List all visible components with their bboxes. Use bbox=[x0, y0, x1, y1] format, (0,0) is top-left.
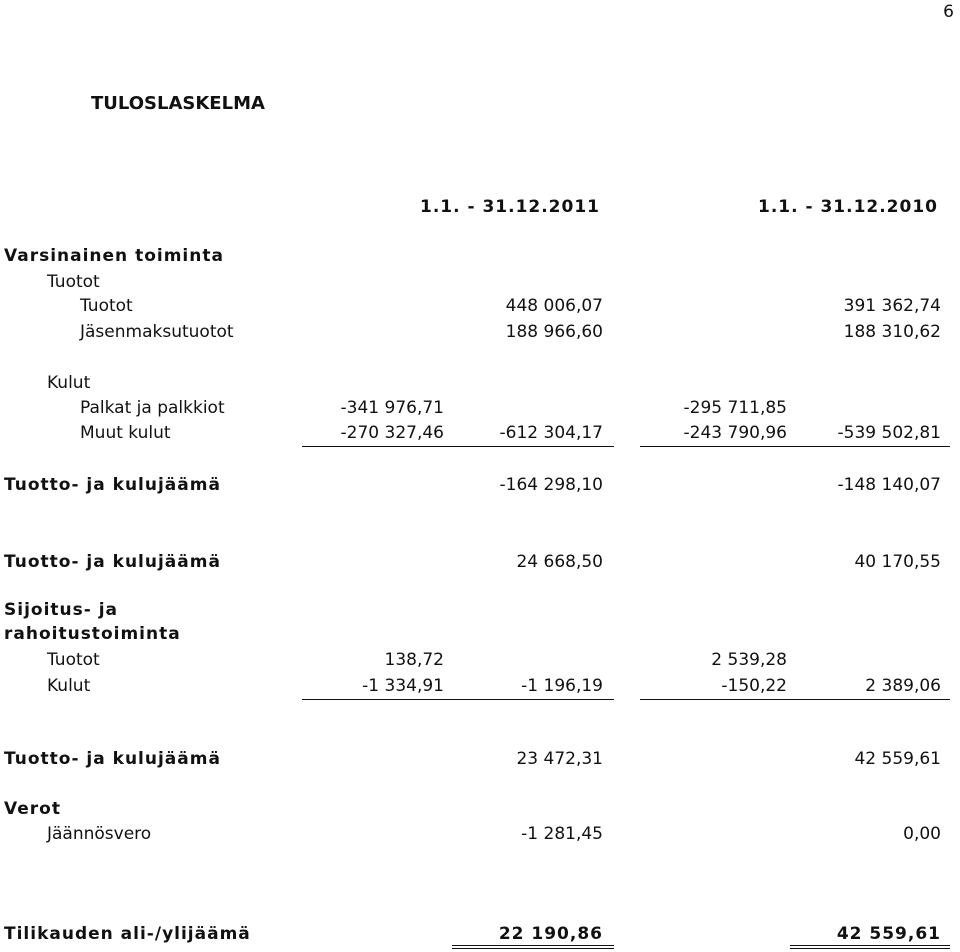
row-jaannosvero-2010: 0,00 bbox=[903, 824, 941, 844]
row-muut-total-2010: -539 502,81 bbox=[837, 423, 941, 443]
underline bbox=[302, 446, 614, 447]
row-tilikauden-tulos-2010: 42 559,61 bbox=[836, 924, 941, 944]
row-sijoitus-tuotot-detail-2010: 2 539,28 bbox=[711, 650, 787, 670]
row-result-yhteensa-2011: 24 668,50 bbox=[516, 552, 603, 572]
row-label-result-yhteensa: Tuotto- ja kulujäämä bbox=[4, 552, 221, 572]
row-result-yhteensa-2010: 40 170,55 bbox=[854, 552, 941, 572]
row-muut-detail-2010: -243 790,96 bbox=[683, 423, 787, 443]
row-muut-detail-2011: -270 327,46 bbox=[340, 423, 444, 443]
row-sijoitus-kulut-total-2010: 2 389,06 bbox=[865, 676, 941, 696]
row-label-sijoitus-tuotot: Tuotot bbox=[47, 650, 100, 670]
section-heading-sijoitus-1: Sijoitus- ja bbox=[4, 600, 119, 620]
row-tuotot-2011: 448 006,07 bbox=[505, 296, 603, 316]
row-result-after-sijoitus-2010: 42 559,61 bbox=[854, 749, 941, 769]
row-label-tilikauden-tulos: Tilikauden ali-/ylijäämä bbox=[4, 924, 251, 944]
row-sijoitus-kulut-total-2011: -1 196,19 bbox=[521, 676, 603, 696]
row-sijoitus-tuotot-detail-2011: 138,72 bbox=[384, 650, 444, 670]
subheading-tuotot: Tuotot bbox=[47, 272, 100, 292]
row-palkat-detail-2010: -295 711,85 bbox=[683, 398, 787, 418]
row-jasenmaksutuotot-2010: 188 310,62 bbox=[843, 322, 941, 342]
period-header-2011: 1.1. - 31.12.2011 bbox=[419, 197, 600, 217]
underline bbox=[302, 699, 614, 700]
row-label-palkat: Palkat ja palkkiot bbox=[80, 398, 225, 418]
page-number: 6 bbox=[943, 2, 954, 22]
double-underline bbox=[790, 945, 950, 949]
row-result-varsinainen-2010: -148 140,07 bbox=[837, 475, 941, 495]
row-result-after-sijoitus-2011: 23 472,31 bbox=[516, 749, 603, 769]
row-result-varsinainen-2011: -164 298,10 bbox=[499, 475, 603, 495]
row-label-muut-kulut: Muut kulut bbox=[80, 423, 171, 443]
underline bbox=[640, 446, 950, 447]
row-muut-total-2011: -612 304,17 bbox=[499, 423, 603, 443]
row-label-sijoitus-kulut: Kulut bbox=[47, 676, 91, 696]
row-label-result-varsinainen: Tuotto- ja kulujäämä bbox=[4, 475, 221, 495]
row-jasenmaksutuotot-2011: 188 966,60 bbox=[505, 322, 603, 342]
section-heading-varsinainen: Varsinainen toiminta bbox=[4, 246, 224, 266]
row-label-jasenmaksutuotot: Jäsenmaksutuotot bbox=[80, 322, 234, 342]
section-heading-verot: Verot bbox=[4, 799, 61, 819]
subheading-kulut: Kulut bbox=[47, 373, 91, 393]
row-label-tuotot: Tuotot bbox=[80, 296, 133, 316]
row-jaannosvero-2011: -1 281,45 bbox=[521, 824, 603, 844]
row-label-jaannosvero: Jäännösvero bbox=[47, 824, 152, 844]
double-underline bbox=[452, 945, 614, 949]
section-heading-sijoitus-2: rahoitustoiminta bbox=[4, 624, 181, 644]
period-header-2010: 1.1. - 31.12.2010 bbox=[757, 197, 938, 217]
row-sijoitus-kulut-detail-2010: -150,22 bbox=[721, 676, 787, 696]
underline bbox=[640, 699, 950, 700]
row-tilikauden-tulos-2011: 22 190,86 bbox=[498, 924, 603, 944]
page-title: TULOSLASKELMA bbox=[91, 93, 265, 114]
row-palkat-detail-2011: -341 976,71 bbox=[340, 398, 444, 418]
row-tuotot-2010: 391 362,74 bbox=[843, 296, 941, 316]
row-sijoitus-kulut-detail-2011: -1 334,91 bbox=[362, 676, 444, 696]
row-label-result-after-sijoitus: Tuotto- ja kulujäämä bbox=[4, 749, 221, 769]
